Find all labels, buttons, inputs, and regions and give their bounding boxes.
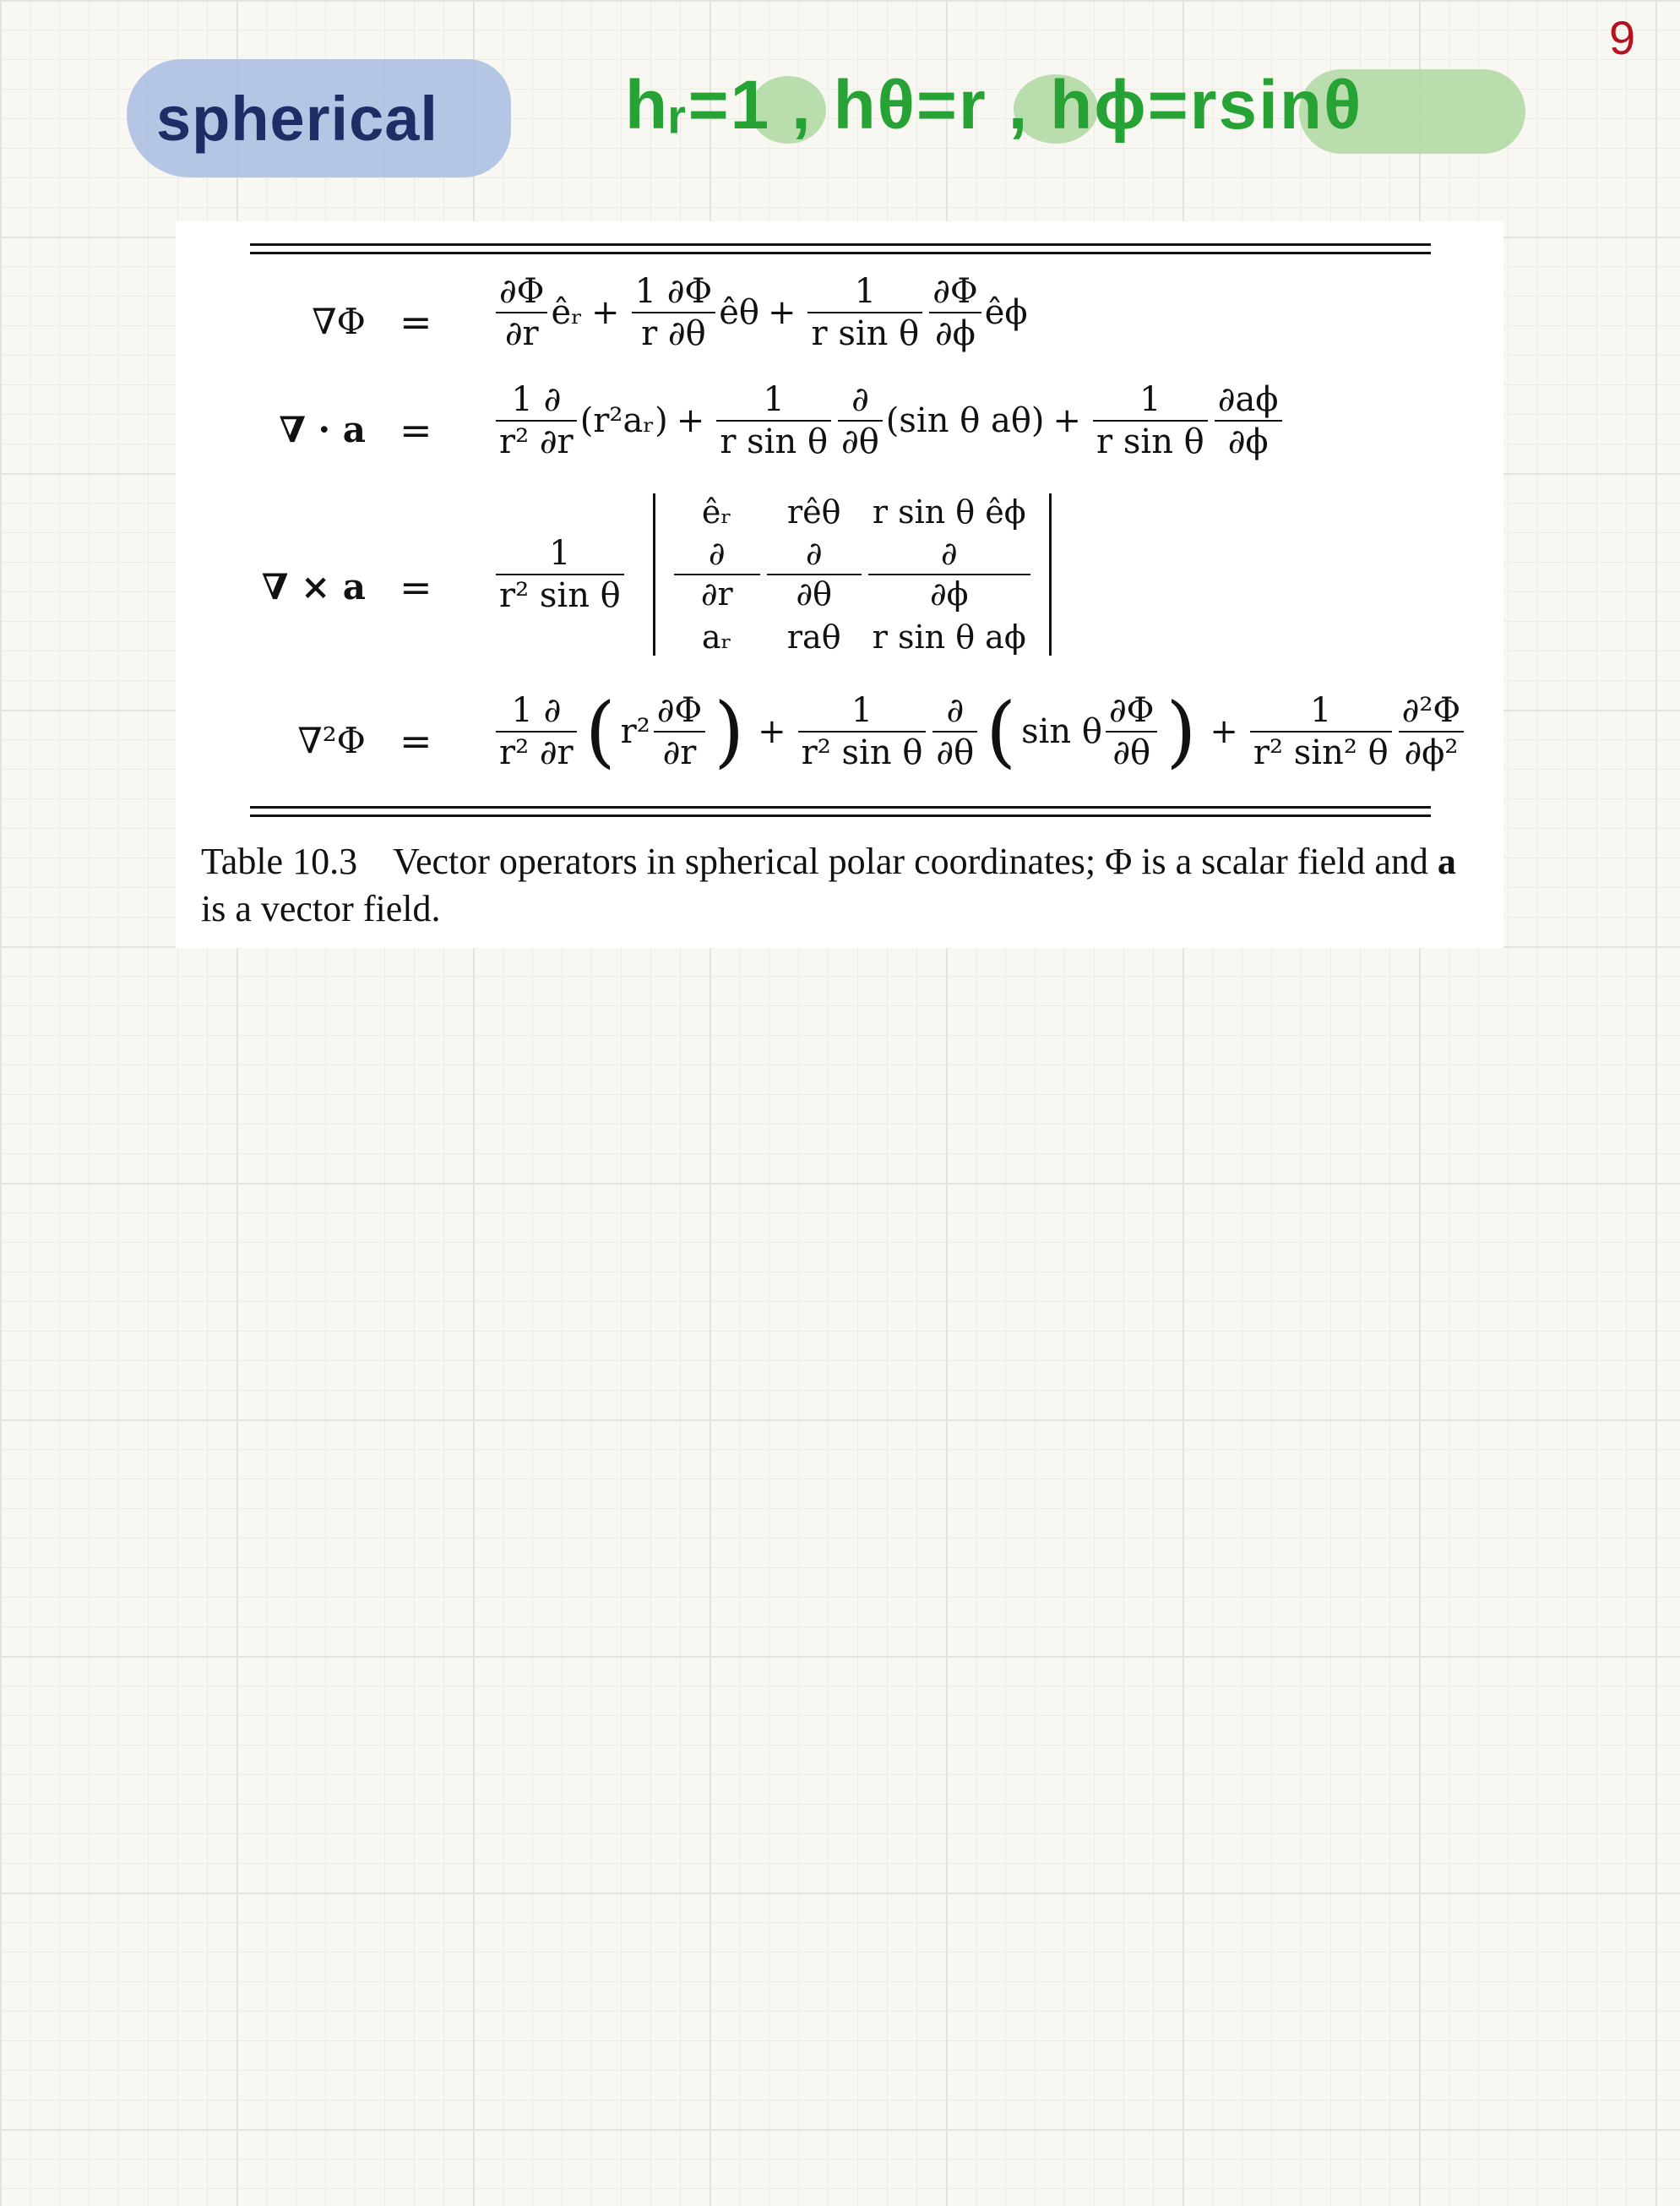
inner-prefix: r² [620, 712, 650, 751]
fraction-bar [932, 731, 977, 733]
plus-sign: + [767, 293, 797, 332]
fraction [1215, 382, 1282, 460]
fraction [496, 693, 577, 771]
denominator: ∂θ [1112, 733, 1151, 772]
right-paren: ) [714, 686, 745, 776]
row-curl [176, 493, 1503, 679]
fraction-bar [1106, 731, 1157, 733]
term-body: (sin θ aθ) [885, 401, 1045, 440]
bottom-rule-2 [250, 814, 1431, 817]
lhs-curl: ∇ × a [261, 566, 366, 607]
fraction-bar [496, 574, 624, 575]
denominator: r ∂θ [641, 314, 706, 353]
numerator: 1 ∂ [511, 380, 562, 419]
caption-text: is a vector field. [201, 888, 441, 929]
equals-sign: = [400, 718, 432, 764]
fraction [716, 382, 831, 460]
numerator: ∂²Φ [1401, 691, 1461, 730]
caption-phi: Φ [1105, 841, 1133, 882]
table-caption [201, 838, 1485, 933]
denominator: ∂θ [936, 733, 975, 772]
det-derivative [674, 537, 760, 612]
numerator: 1 [763, 380, 785, 419]
denominator: r sin θ [1096, 422, 1204, 461]
det-cell: r sin θ êϕ [872, 493, 1026, 531]
denominator: r² sin² θ [1253, 733, 1389, 772]
operator-table [176, 221, 1503, 948]
numerator: 1 ∂Φ [634, 272, 713, 311]
plus-sign: + [1210, 712, 1238, 751]
top-rule-1 [250, 243, 1431, 246]
numerator: ∂ [708, 535, 726, 572]
left-paren: ( [986, 686, 1017, 776]
fraction-bar [929, 312, 981, 313]
denominator: r² ∂r [499, 733, 574, 772]
fraction [632, 274, 716, 351]
denominator: ∂θ [796, 575, 833, 613]
row-laplacian [176, 686, 1503, 794]
fraction-bar [716, 420, 831, 422]
denominator: ∂ϕ² [1404, 733, 1459, 772]
unit-vector: êϕ [984, 293, 1028, 332]
numerator: 1 [549, 533, 571, 573]
numerator: 1 [854, 272, 877, 311]
denominator: ∂r [700, 575, 733, 613]
fraction [798, 693, 927, 771]
numerator: ∂ [940, 535, 958, 572]
inner-prefix: sin θ [1021, 712, 1102, 751]
numerator: ∂Φ [656, 691, 703, 730]
numerator: ∂ [946, 691, 965, 730]
equals-sign: = [400, 564, 432, 610]
fraction [496, 382, 577, 460]
handwritten-title: spherical [156, 84, 438, 154]
fraction-bar [1399, 731, 1465, 733]
top-rule-2 [250, 252, 1431, 254]
denominator: r² sin θ [499, 575, 621, 615]
fraction [654, 693, 705, 771]
numerator: ∂aϕ [1217, 380, 1279, 419]
det-cell: rêθ [786, 493, 841, 531]
denominator: ∂ϕ [929, 575, 969, 613]
unit-vector: êθ [719, 293, 759, 332]
numerator: 1 [851, 691, 873, 730]
fraction-bar [654, 731, 705, 733]
numerator: 1 [1139, 380, 1161, 419]
det-cell: raθ [786, 618, 841, 656]
fraction-bar [496, 312, 547, 313]
numerator: 1 [1310, 691, 1332, 730]
denominator: r sin θ [720, 422, 829, 461]
lhs-gradient: ∇Φ [312, 301, 366, 342]
lhs-laplacian: ∇²Φ [297, 720, 366, 761]
handwritten-scale-factors: hᵣ=1 , hθ=r , hϕ=rsinθ [625, 67, 1363, 144]
fraction [1093, 382, 1208, 460]
fraction [932, 693, 977, 771]
rhs-gradient [492, 274, 1028, 351]
fraction-bar [496, 731, 577, 733]
fraction-bar [632, 312, 716, 313]
denominator: ∂r [662, 733, 697, 772]
plus-sign: + [676, 401, 705, 440]
rhs-laplacian [492, 686, 1467, 776]
numerator: ∂Φ [1108, 691, 1155, 730]
det-derivative [767, 537, 862, 612]
rhs-curl [492, 493, 1052, 656]
numerator: ∂ [805, 535, 823, 572]
rhs-divergence [492, 382, 1286, 460]
fraction [1399, 693, 1465, 771]
plus-sign: + [591, 293, 620, 332]
det-cell: aᵣ [701, 618, 732, 656]
fraction [807, 274, 922, 351]
det-cell: r sin θ aϕ [872, 618, 1026, 656]
unit-vector: êᵣ [551, 293, 584, 332]
numerator: ∂ [851, 380, 869, 419]
fraction-bar [1093, 420, 1208, 422]
plus-sign: + [1052, 401, 1082, 440]
equals-sign: = [400, 299, 432, 345]
plus-sign: + [758, 712, 786, 751]
fraction-bar [838, 420, 883, 422]
denominator: ∂r [504, 314, 539, 353]
right-paren: ) [1166, 686, 1197, 776]
fraction-bar [798, 731, 927, 733]
handwritten-page-number: 9 [1609, 11, 1636, 64]
lhs-divergence: ∇ · a [279, 409, 366, 450]
denominator: r² ∂r [499, 422, 574, 461]
fraction [496, 533, 624, 615]
fraction [1250, 693, 1392, 771]
fraction [496, 274, 547, 351]
denominator: ∂ϕ [934, 314, 976, 353]
equals-sign: = [400, 407, 432, 453]
denominator: r sin θ [811, 314, 920, 353]
fraction [929, 274, 981, 351]
caption-bold-a: a [1437, 841, 1456, 882]
numerator: ∂Φ [499, 272, 545, 311]
fraction-bar [1250, 731, 1392, 733]
det-derivative [868, 537, 1030, 612]
fraction [1106, 693, 1157, 771]
bottom-rule-1 [250, 806, 1431, 809]
fraction [838, 382, 883, 460]
numerator: ∂Φ [932, 272, 978, 311]
fraction-bar [496, 420, 577, 422]
fraction-bar [807, 312, 922, 313]
left-paren: ( [584, 686, 616, 776]
det-cell: êᵣ [701, 493, 732, 531]
caption-text: is a scalar field and [1132, 841, 1438, 882]
denominator: r² sin θ [801, 733, 923, 772]
caption-label: Table 10.3 [201, 841, 358, 882]
denominator: ∂θ [841, 422, 879, 461]
denominator: ∂ϕ [1227, 422, 1269, 461]
caption-text: Vector operators in spherical polar coordinates; [393, 841, 1106, 882]
numerator: 1 ∂ [511, 691, 562, 730]
fraction-bar [1215, 420, 1282, 422]
term-body: (r²aᵣ) [579, 401, 668, 440]
determinant [653, 493, 1052, 656]
row-gradient [176, 274, 1503, 367]
row-divergence [176, 382, 1503, 475]
